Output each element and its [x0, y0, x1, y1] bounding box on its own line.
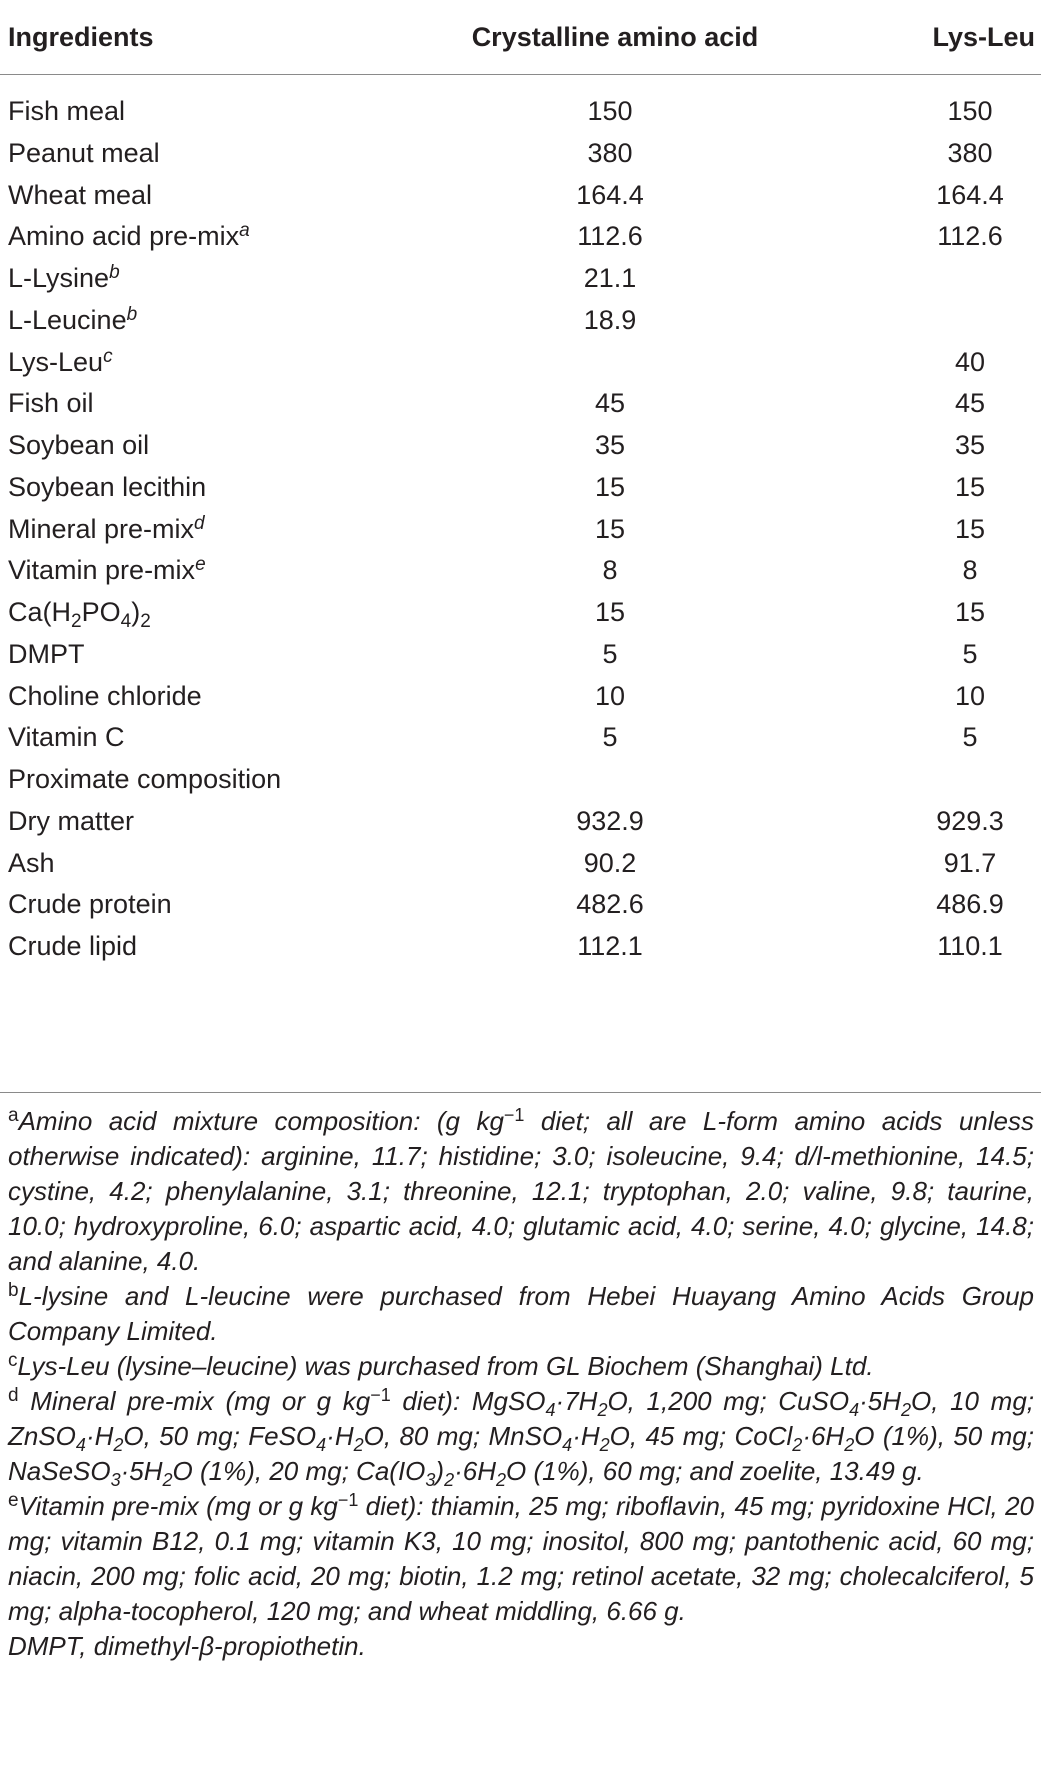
- table-row: [0, 297, 1041, 344]
- footnote-text: ·H: [326, 1421, 354, 1451]
- cell-lys-leu: 35: [954, 430, 986, 460]
- cell-lys-leu: 929.3: [936, 805, 1004, 836]
- footnote-subscript: 2: [844, 1435, 855, 1455]
- footnotes: [8, 1104, 1034, 1664]
- footnote-text: Vitamin pre-mix (mg or g kg: [18, 1491, 338, 1521]
- footnote-subscript: 4: [849, 1400, 860, 1420]
- cell-lys-leu: 5: [962, 722, 978, 753]
- cell-crystalline-amino-acid: 112.6: [577, 221, 643, 252]
- row-label-text: Soybean oil: [8, 430, 150, 460]
- row-label-text: Fish meal: [8, 96, 126, 126]
- cell-lys-leu: 112.6: [937, 221, 1003, 252]
- footnote-text: ): [435, 1456, 445, 1486]
- cell-crystalline-amino-acid: 15: [594, 513, 626, 544]
- row-label: [8, 547, 206, 594]
- footnote-subscript: 4: [316, 1435, 327, 1455]
- row-label: [8, 756, 281, 803]
- table-row: [0, 506, 1041, 553]
- row-label: [8, 923, 137, 970]
- row-label-text: Soybean lecithin: [8, 471, 207, 502]
- cell-crystalline-amino-acid: 10: [594, 680, 626, 711]
- cell-crystalline-amino-acid: 150: [587, 96, 633, 126]
- footnote-mark: d: [8, 1385, 19, 1406]
- footnote-marker: a: [239, 220, 250, 242]
- table-row: [0, 422, 1041, 469]
- cell-crystalline-amino-acid: 15: [594, 597, 626, 627]
- row-label-text: Fish oil: [8, 388, 94, 419]
- footnote-subscript: 3: [425, 1470, 436, 1490]
- cell-lys-leu: 8: [962, 555, 978, 586]
- footnote-text: O (1%), 20 mg; Ca(IO: [172, 1456, 426, 1486]
- cell-crystalline-amino-acid: 35: [594, 430, 626, 460]
- table-row: [0, 881, 1041, 928]
- row-label-subscript: 4: [120, 611, 132, 632]
- cell-crystalline-amino-acid: 18.9: [583, 304, 637, 335]
- footnote-text: ·5H: [120, 1456, 163, 1486]
- header-lys-leu: Lys-Leu: [932, 22, 1035, 52]
- table-row: [0, 714, 1041, 761]
- row-label-subscript: 2: [140, 611, 151, 632]
- row-label: [8, 464, 206, 511]
- row-label-text: Wheat meal: [8, 179, 153, 210]
- row-label-text: L-Leucine: [8, 304, 127, 335]
- row-label-text: PO: [81, 597, 121, 627]
- table-row: [0, 255, 1041, 302]
- footnote-e: [8, 1489, 1034, 1629]
- cell-crystalline-amino-acid: 21.1: [583, 263, 637, 293]
- footnote-subscript: 2: [113, 1435, 124, 1455]
- footnote-subscript: 3: [110, 1470, 121, 1490]
- cell-lys-leu: 486.9: [936, 889, 1004, 920]
- cell-lys-leu: 5: [962, 638, 978, 669]
- row-label-text: Choline chloride: [8, 680, 202, 711]
- table-row: [0, 798, 1041, 845]
- footnote-mark: c: [8, 1350, 18, 1371]
- footnote-subscript: 2: [900, 1400, 911, 1420]
- footnote-subscript: 2: [353, 1435, 364, 1455]
- row-label: [8, 881, 172, 928]
- table-row: [0, 464, 1041, 511]
- footnote-marker: c: [103, 345, 113, 367]
- footnote-text: ·6H: [454, 1456, 496, 1486]
- footnote-text: L-lysine and L-leucine were purchased from Hebei Huayang Amino Acids Group Company Limited.: [8, 1281, 1034, 1346]
- cell-lys-leu: 40: [954, 346, 986, 377]
- table-row: [0, 589, 1041, 636]
- row-label: [8, 255, 120, 302]
- cell-lys-leu: 91.7: [943, 847, 997, 878]
- footnote-text: Lys-Leu (lysine–leucine) was purchased from GL Biochem (Shanghai) Ltd.: [17, 1351, 874, 1381]
- footnote-superscript: −1: [337, 1490, 359, 1510]
- footnote-subscript: 2: [162, 1470, 173, 1490]
- cell-crystalline-amino-acid: 45: [594, 388, 626, 419]
- row-label-text: Lys-Leu: [8, 346, 104, 377]
- footnote-marker: b: [109, 262, 120, 283]
- row-label-text: Vitamin pre-mix: [8, 555, 196, 586]
- cell-lys-leu: 15: [954, 597, 986, 627]
- footnote-b: [8, 1279, 1034, 1349]
- table-row: [0, 339, 1041, 386]
- header-crystalline-amino-acid: Crystalline amino acid: [471, 22, 759, 52]
- row-label: [8, 714, 125, 761]
- row-label-text: Crude protein: [8, 889, 172, 920]
- table-row: [0, 172, 1041, 219]
- row-label-text: Ash: [8, 847, 55, 878]
- row-label: [8, 631, 85, 678]
- row-label: [8, 297, 137, 344]
- cell-lys-leu: 150: [947, 96, 993, 126]
- footnote-marker: d: [194, 512, 205, 534]
- footnote-subscript: 2: [444, 1470, 455, 1490]
- footnote-c: [8, 1349, 1034, 1384]
- footnote-text: O (1%), 50 mg; NaSeSO: [8, 1421, 1034, 1486]
- row-label-text: ): [131, 597, 141, 627]
- footnote-marker: b: [126, 303, 138, 325]
- table-row: [0, 840, 1041, 887]
- header-ingredients: Ingredients: [8, 22, 154, 52]
- footnote-subscript: 2: [496, 1470, 507, 1490]
- cell-lys-leu: 380: [947, 137, 993, 168]
- footnote-text: O, 45 mg; CoCl: [609, 1421, 793, 1451]
- footnote-subscript: 2: [792, 1435, 803, 1455]
- footnote-subscript: 4: [75, 1435, 86, 1455]
- footnote-text: Mineral pre-mix (mg or g kg: [30, 1386, 371, 1416]
- footnote-abbreviation: DMPT, dimethyl-β-propiothetin.: [8, 1631, 366, 1661]
- cell-lys-leu: 10: [954, 680, 986, 711]
- row-label: [8, 506, 205, 553]
- footnote-text: O, 80 mg; MnSO: [363, 1421, 563, 1451]
- table-row: [0, 673, 1041, 720]
- table-row: [0, 88, 1041, 135]
- footnote-d: [8, 1384, 1034, 1489]
- row-label: [8, 339, 113, 386]
- cell-lys-leu: 45: [954, 388, 986, 419]
- footnote-text: O, 1,200 mg; CuSO: [607, 1386, 850, 1416]
- row-label: [8, 589, 151, 636]
- footnote-superscript: −1: [503, 1105, 525, 1125]
- row-label: [8, 798, 134, 845]
- row-label-text: Dry matter: [8, 805, 135, 836]
- cell-crystalline-amino-acid: 90.2: [583, 847, 637, 878]
- footnote-subscript: 4: [545, 1400, 556, 1420]
- row-label-text: DMPT: [8, 638, 85, 669]
- cell-lys-leu: 164.4: [936, 179, 1004, 210]
- footnote-marker: e: [195, 554, 206, 576]
- row-label: [8, 130, 160, 177]
- footnote-text: diet): thiamin, 25 mg; riboflavin, 45 mg; pyridoxine HCl, 20 mg; vitamin B12, 0.1 mg; vitamin K3, 10 mg; inositol, 800 mg; pantothenic acid, 60 mg; niacin, 200 mg; folic acid, 20 mg; biotin, 1.2 mg; retinol acetate, 32 mg; cholecalciferol, 5 mg; alpha-tocopherol, 120 mg; and wheat middling, 6.66 g.: [8, 1491, 1034, 1626]
- cell-lys-leu: 110.1: [937, 931, 1003, 961]
- row-label-text: Mineral pre-mix: [8, 513, 195, 544]
- footnote-text: O (1%), 60 mg; and zoelite, 13.49 g.: [506, 1456, 924, 1486]
- row-label-text: Ca(H: [8, 597, 72, 627]
- row-label: [8, 172, 152, 219]
- cell-crystalline-amino-acid: 5: [602, 638, 618, 669]
- footnote-text: ·H: [572, 1421, 600, 1451]
- table-row: [0, 380, 1041, 427]
- row-label: [8, 88, 125, 135]
- cell-crystalline-amino-acid: 112.1: [577, 931, 643, 961]
- row-label-text: Vitamin C: [8, 722, 125, 753]
- row-label-text: Crude lipid: [8, 931, 138, 961]
- row-label: [8, 840, 55, 887]
- row-label-text: Amino acid pre-mix: [8, 221, 240, 252]
- table-row: [0, 756, 1041, 803]
- footnote-mark: a: [8, 1105, 19, 1126]
- footnote-text: ·7H: [555, 1386, 598, 1416]
- footnote-subscript: 2: [599, 1435, 610, 1455]
- footnote-text: diet): MgSO: [390, 1386, 546, 1416]
- table-row: [0, 130, 1041, 177]
- row-label: [8, 380, 94, 427]
- row-label-text: Proximate composition: [8, 764, 282, 794]
- footnote-text: diet; all are L-form amino acids unless otherwise indicated): arginine, 11.7; histidine; 3.0; isoleucine, 9.4; d/l-methionine, 14.5; cystine, 4.2; phenylalanine, 3.1; threonine, 12.1; tryptophan, 2.0; valine, 9.8; taurine, 10.0; hydroxyproline, 6.0; aspartic acid, 4.0; glutamic acid, 4.0; serine, 4.0; glycine, 14.8; and alanine, 4.0.: [8, 1106, 1034, 1276]
- row-label: [8, 213, 250, 260]
- footnote-text: ·H: [85, 1421, 114, 1451]
- table-row: [0, 923, 1041, 970]
- cell-crystalline-amino-acid: 380: [587, 137, 633, 168]
- footnote-superscript: −1: [370, 1385, 391, 1405]
- cell-lys-leu: 15: [954, 471, 986, 502]
- footnote-subscript: 4: [562, 1435, 573, 1455]
- row-label-text: L-Lysine: [8, 263, 110, 293]
- table-row: [0, 631, 1041, 678]
- footnote-a: [8, 1104, 1034, 1279]
- cell-crystalline-amino-acid: 932.9: [576, 805, 644, 836]
- footnote-text: O, 10 mg; ZnSO: [8, 1386, 1035, 1451]
- footnote-mark: e: [8, 1490, 19, 1511]
- cell-crystalline-amino-acid: 482.6: [576, 889, 644, 920]
- cell-crystalline-amino-acid: 8: [602, 555, 618, 586]
- row-label-subscript: 2: [71, 611, 82, 632]
- cell-crystalline-amino-acid: 15: [594, 471, 626, 502]
- footnote-text: O, 50 mg; FeSO: [123, 1421, 317, 1451]
- table-row: [0, 213, 1041, 260]
- footnote-mark: b: [8, 1280, 19, 1301]
- cell-crystalline-amino-acid: 5: [602, 722, 618, 753]
- footnote-subscript: 2: [597, 1400, 608, 1420]
- table-row: [0, 547, 1041, 594]
- row-label-text: Peanut meal: [8, 137, 160, 168]
- cell-crystalline-amino-acid: 164.4: [576, 179, 644, 210]
- table-bottom-rule: [0, 1092, 1041, 1093]
- footnote-text: ·5H: [859, 1386, 901, 1416]
- row-label: [8, 422, 149, 469]
- table-header: [0, 0, 1041, 75]
- cell-lys-leu: 15: [954, 513, 986, 544]
- footnote-text: Amino acid mixture composition: (g kg: [18, 1106, 504, 1136]
- row-label: [8, 673, 202, 720]
- footnote-text: ·6H: [802, 1421, 845, 1451]
